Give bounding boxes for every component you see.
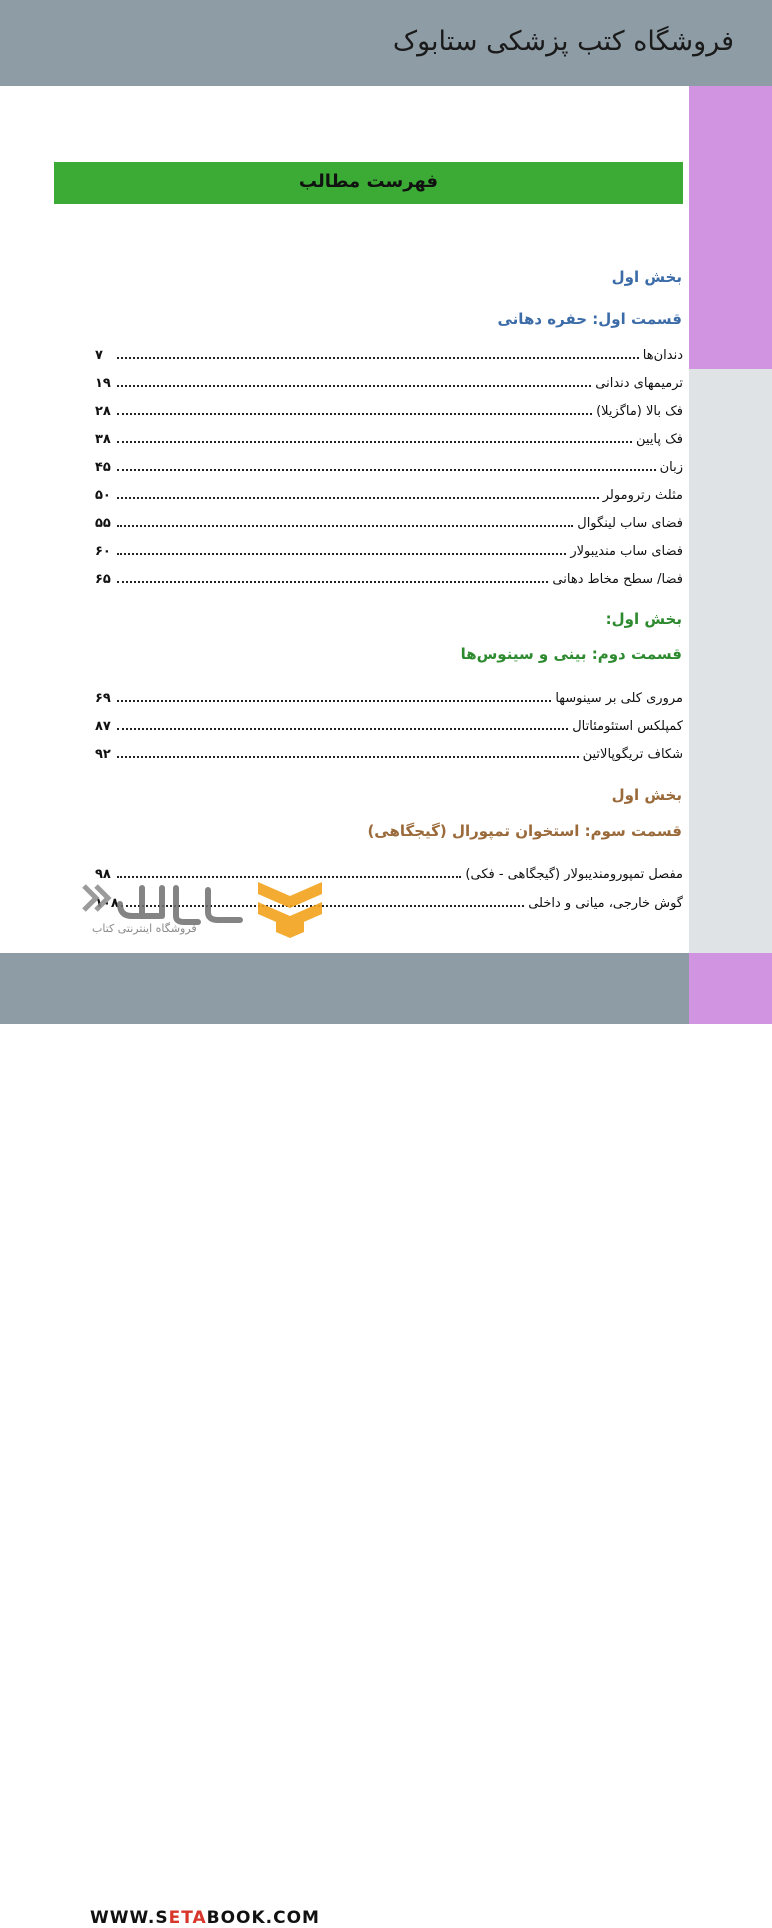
toc-entry[interactable]	[95, 343, 683, 363]
toc-leader-dots	[117, 469, 656, 471]
toc-entry[interactable]	[95, 427, 683, 447]
toc-entry-page: ۳۸	[95, 432, 111, 447]
toc-leader-dots	[117, 553, 566, 555]
toc-entry[interactable]	[95, 714, 683, 734]
toc-entry-page: ۶۰	[95, 544, 111, 559]
toc-entry-label: فضای ساب مندیبولار	[570, 544, 683, 559]
toc-entry-label: کمپلکس استئومئاتال	[572, 719, 683, 734]
toc-leader-dots	[117, 756, 579, 758]
toc-leader-dots	[117, 497, 599, 499]
toc-entry[interactable]	[95, 742, 683, 762]
toc-entry-page: ۸۷	[95, 719, 111, 734]
toc-leader-dots	[117, 385, 591, 387]
toc-entry-page: ۵۰	[95, 488, 111, 503]
toc-entry-label: ترمیمهای دندانی	[595, 376, 683, 391]
toc-entry[interactable]	[95, 483, 683, 503]
toc-entry-label: مفصل تمپورومندیبولار (گیجگاهی - فکی)	[465, 867, 683, 882]
toc-entry-page: ۶۹	[95, 691, 111, 706]
part-title: بخش اول	[611, 786, 682, 804]
site-url[interactable]	[90, 1908, 320, 1928]
toc-entry[interactable]	[95, 455, 683, 475]
section-subtitle: قسمت سوم: استخوان تمپورال (گیجگاهی)	[367, 822, 682, 840]
header-bar	[0, 0, 772, 86]
toc-entry-label: شکاف تریگوپالاتین	[582, 747, 683, 762]
toc-entry-label: فضای ساب لینگوال	[577, 516, 683, 531]
toc-entry-page: ۹۲	[95, 747, 111, 762]
side-accent-bottom	[689, 953, 772, 1024]
section-subtitle: قسمت دوم: بینی و سینوس‌ها	[460, 645, 682, 663]
toc-entry[interactable]	[95, 399, 683, 419]
side-accent-top	[689, 86, 772, 369]
toc-entry[interactable]	[95, 686, 683, 706]
toc-entry-label: مثلث رترومولر	[602, 488, 683, 503]
toc-heading-bar	[54, 162, 683, 204]
toc-leader-dots	[117, 413, 592, 415]
toc-entry-label: گوش خارجی، میانی و داخلی	[528, 896, 683, 911]
toc-leader-dots	[117, 357, 639, 359]
toc-entry-label: فک بالا (ماگزیلا)	[596, 404, 683, 419]
part-title: بخش اول	[611, 268, 682, 286]
toc-leader-dots	[117, 441, 632, 443]
toc-entry-label: فضا/ سطح مخاط دهانی	[552, 572, 683, 587]
logo-subtitle: فروشگاه اینترنتی کتاب	[92, 922, 197, 935]
site-url-prefix: WWW.S	[90, 1908, 169, 1928]
toc-entry-page: ۲۸	[95, 404, 111, 419]
toc-entry-label: دندان‌ها	[642, 348, 683, 363]
footer-bar	[0, 953, 689, 1928]
toc-entry-page: ۵۵	[95, 516, 111, 531]
toc-leader-dots	[117, 581, 548, 583]
toc-entry-page: ۱۰۸	[95, 896, 119, 911]
section-subtitle: قسمت اول: حفره دهانی	[497, 310, 682, 328]
toc-entry-label: فک پایین	[636, 432, 683, 447]
toc-entry-label: زبان	[659, 460, 683, 475]
toc-entry[interactable]	[95, 567, 683, 587]
toc-entry[interactable]	[95, 511, 683, 531]
site-url-suffix: BOOK.COM	[206, 1908, 320, 1928]
toc-entry-page: ۱۹	[95, 376, 111, 391]
toc-leader-dots	[117, 525, 573, 527]
toc-leader-dots	[117, 700, 551, 702]
toc-entry-page: ۶۵	[95, 572, 111, 587]
toc-entry-page: ۴۵	[95, 460, 111, 475]
toc-entry-label: مروری کلی بر سینوسها	[555, 691, 683, 706]
site-url-accent: ETA	[168, 1908, 207, 1928]
toc-heading: فهرست مطالب	[298, 171, 439, 192]
part-title: بخش اول:	[605, 610, 682, 628]
toc-entry-page: ۹۸	[95, 867, 111, 882]
toc-leader-dots	[117, 728, 568, 730]
toc-entry-page: ۷	[95, 348, 103, 363]
store-title: فروشگاه کتب پزشکی ستابوک	[392, 26, 734, 57]
toc-entry[interactable]	[95, 539, 683, 559]
toc-entry[interactable]	[95, 371, 683, 391]
side-accent-middle	[689, 369, 772, 953]
